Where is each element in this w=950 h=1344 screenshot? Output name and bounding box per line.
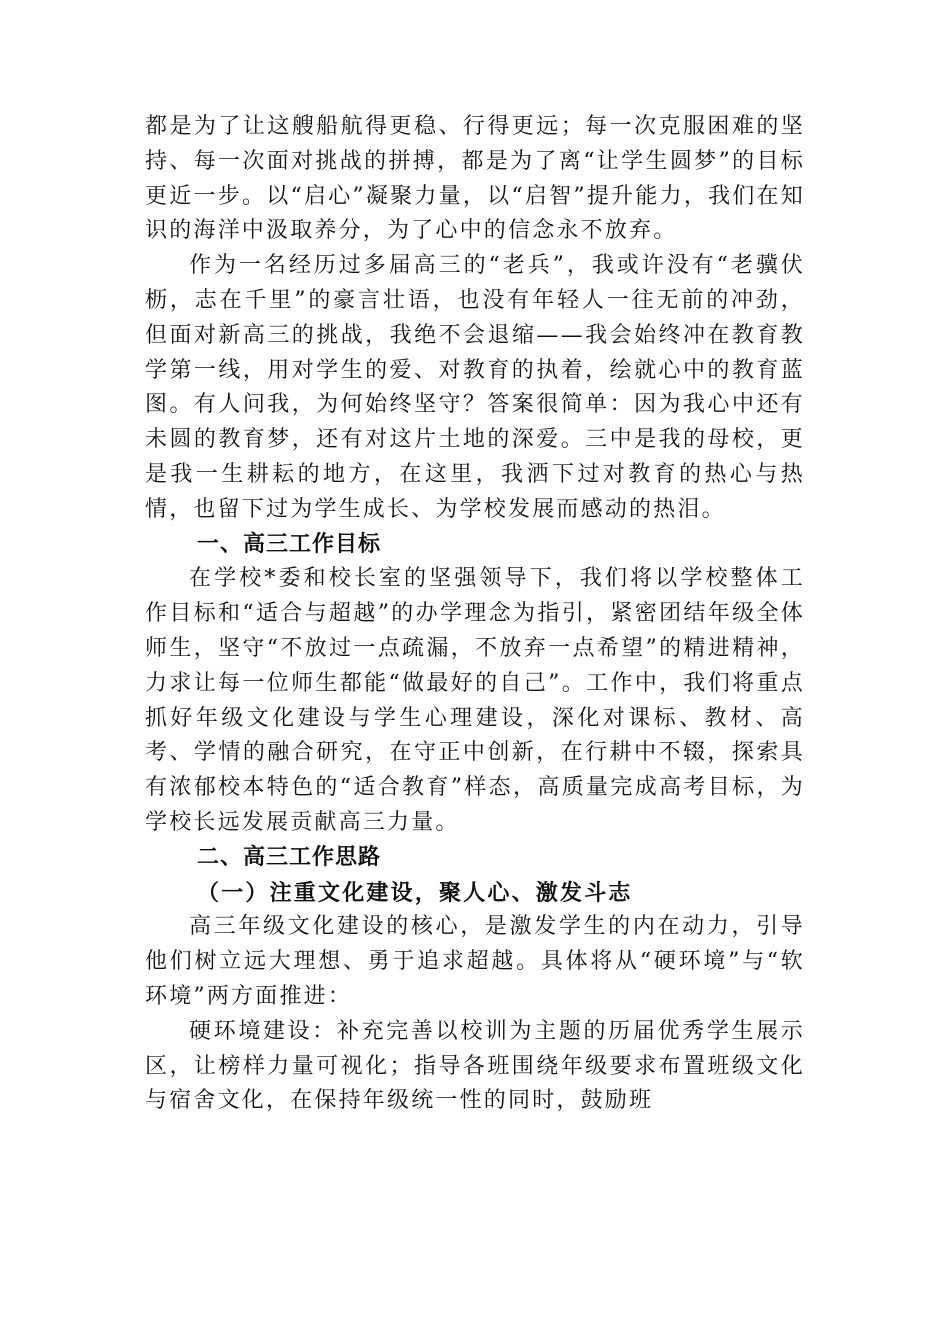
paragraph-5: 硬环境建设：补充完善以校训为主题的历届优秀学生展示区，让榜样力量可视化；指导各班围绕年级要求布置班级文化与宿舍文化，在保持年级统一性的同时，鼓励班 [145,1018,805,1114]
section-heading-goals: 一、高三工作目标 [197,531,382,557]
paragraph-1: 都是为了让这艘船航得更稳、行得更远；每一次克服困难的坚持、每一次面对挑战的拼搏，都是为了离“让学生圆梦”的目标更近一步。以“启心”凝聚力量，以“启智”提升能力，我们在知识的海洋中汲取养分，为了心中的信念永不放弃。 [145,114,805,244]
paragraph-4: 高三年级文化建设的核心，是激发学生的内在动力，引导他们树立远大理想、勇于追求超越。具体将从“硬环境”与“软环境”两方面推进： [145,914,805,1009]
paragraph-3: 在学校*委和校长室的坚强领导下，我们将以学校整体工作目标和“适合与超越”的办学理念为指引，紧密团结年级全体师生，坚守“不放过一点疏漏，不放弃一点希望”的精进精神，力求让每一位师生都能“做最好的自己”。工作中，我们将重点抓好年级文化建设与学生心理建设，深化对课标、教材、高考、学情的融合研究，在守正中创新，在行耕中不辍，探索具有浓郁校本特色的“适合教育”样态，高质量完成高考目标，为学校长远发展贡献高三力量。 [145,566,805,835]
section-heading-approach: 二、高三工作思路 [197,844,382,870]
paragraph-2: 作为一名经历过多届高三的“老兵”，我或许没有“老骥伏枥，志在千里”的豪言壮语，也没有年轻人一往无前的冲劲，但面对新高三的挑战，我绝不会退缩——我会始终冲在教育教学第一线，用对学生的爱、对教育的执着，绘就心中的教育蓝图。有人问我，为何始终坚守？答案很简单：因为我心中还有未圆的教育梦，还有对这片土地的深爱。三中是我的母校，更是我一生耕耘的地方，在这里，我洒下过对教育的热心与热情，也留下过为学生成长、为学校发展而感动的热泪。 [145,253,805,522]
document-page [145,110,805,1119]
subsection-heading-culture: （一）注重文化建设，聚人心、激发斗志 [197,879,633,906]
